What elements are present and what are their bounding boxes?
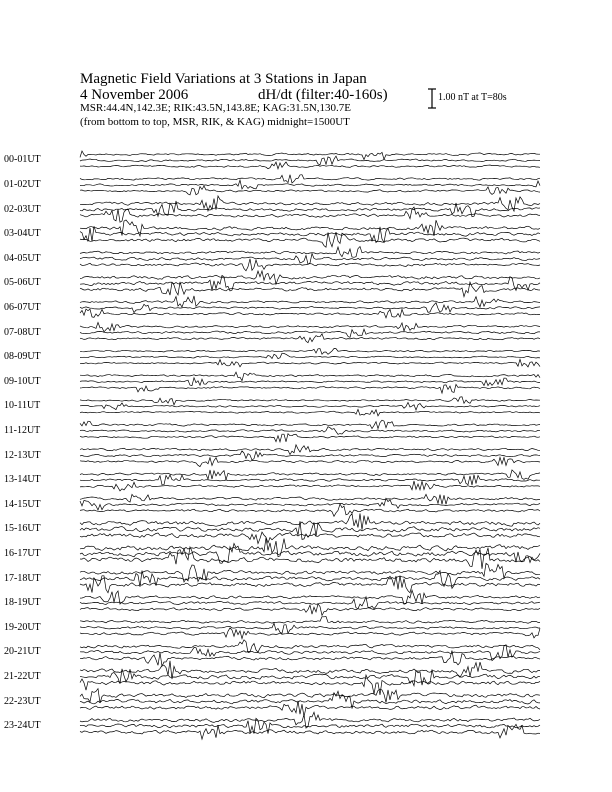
hour-label: 10-11UT	[4, 400, 41, 412]
trace-kag-row-4	[80, 247, 540, 258]
trace-kag-row-21	[80, 661, 540, 679]
trace-kag-row-20	[80, 640, 540, 653]
chart-title: Magnetic Field Variations at 3 Stations in Japan	[80, 71, 367, 87]
trace-kag-row-7	[80, 322, 540, 331]
station-order-note: (from bottom to top, MSR, RIK, & KAG) midnight=1500UT	[80, 116, 350, 128]
trace-kag-row-18	[80, 590, 540, 604]
hour-label: 02-03UT	[4, 203, 41, 215]
trace-kag-row-14	[80, 494, 540, 504]
trace-rik-row-12	[80, 451, 540, 460]
hour-label: 04-05UT	[4, 252, 41, 264]
trace-rik-row-14	[80, 498, 540, 510]
chart-component-filter: dH/dt (filter:40-160s)	[258, 87, 388, 103]
hour-label: 16-17UT	[4, 547, 41, 559]
station-coordinates: MSR:44.4N,142.3E; RIK:43.5N,143.8E; KAG:31.5N,130.7E	[80, 102, 352, 114]
trace-kag-row-6	[80, 296, 540, 307]
hour-label: 03-04UT	[4, 228, 41, 240]
hour-label: 17-18UT	[4, 572, 41, 584]
trace-kag-row-13	[80, 470, 540, 480]
hour-label: 15-16UT	[4, 523, 41, 535]
trace-msr-row-13	[80, 481, 540, 491]
hour-label: 01-02UT	[4, 178, 41, 190]
trace-rik-row-13	[80, 475, 540, 485]
hour-label: 23-24UT	[4, 720, 41, 732]
hour-label: 00-01UT	[4, 154, 41, 166]
trace-kag-row-19	[80, 617, 540, 624]
trace-kag-row-9	[80, 372, 540, 381]
trace-rik-row-7	[80, 329, 540, 337]
trace-msr-row-4	[80, 259, 540, 271]
trace-msr-row-12	[80, 457, 540, 466]
trace-kag-row-5	[80, 271, 540, 284]
trace-msr-row-17	[80, 576, 540, 593]
hour-label: 20-21UT	[4, 646, 41, 658]
trace-rik-row-6	[80, 303, 540, 313]
hour-label: 18-19UT	[4, 597, 41, 609]
trace-kag-row-15	[80, 513, 540, 529]
trace-rik-row-0	[80, 156, 540, 165]
trace-msr-row-2	[80, 207, 540, 222]
trace-rik-row-8	[80, 353, 540, 359]
trace-msr-row-0	[80, 162, 540, 169]
hour-label: 09-10UT	[4, 375, 41, 387]
trace-msr-row-8	[80, 359, 540, 367]
hour-label: 22-23UT	[4, 695, 41, 707]
trace-kag-row-8	[80, 349, 540, 355]
hour-label: 19-20UT	[4, 621, 41, 633]
hour-label: 11-12UT	[4, 424, 41, 436]
trace-kag-row-12	[80, 445, 540, 455]
trace-kag-row-16	[80, 538, 540, 557]
chart-date: 4 November 2006	[80, 87, 189, 103]
trace-msr-row-22	[80, 701, 540, 717]
trace-msr-row-16	[80, 547, 540, 569]
trace-rik-row-4	[80, 254, 540, 265]
hour-label: 21-22UT	[4, 670, 41, 682]
hour-label: 14-15UT	[4, 498, 41, 510]
trace-rik-row-11	[80, 427, 540, 435]
hour-label: 06-07UT	[4, 301, 41, 313]
trace-kag-row-10	[80, 397, 540, 405]
trace-msr-row-7	[80, 334, 540, 343]
scale-bar-label: 1.00 nT at T=80s	[438, 92, 507, 103]
trace-msr-row-6	[80, 309, 540, 318]
trace-rik-row-18	[80, 597, 540, 609]
scale-bar	[428, 89, 436, 108]
trace-msr-row-20	[80, 651, 540, 667]
trace-kag-row-11	[80, 420, 540, 428]
hour-label: 13-14UT	[4, 474, 41, 486]
trace-msr-row-1	[80, 186, 540, 195]
hour-label: 07-08UT	[4, 326, 41, 338]
trace-kag-row-0	[80, 151, 540, 160]
hour-label: 08-09UT	[4, 351, 41, 363]
trace-msr-row-14	[80, 504, 540, 516]
trace-rik-row-10	[80, 402, 540, 410]
trace-msr-row-19	[80, 628, 540, 639]
trace-rik-row-22	[80, 691, 540, 708]
trace-msr-row-23	[80, 724, 540, 739]
trace-msr-row-5	[80, 282, 540, 297]
trace-kag-row-1	[80, 175, 540, 183]
trace-msr-row-10	[80, 409, 540, 416]
trace-msr-row-9	[80, 384, 540, 393]
trace-msr-row-18	[80, 604, 540, 616]
hour-label: 12-13UT	[4, 449, 41, 461]
trace-rik-row-9	[80, 378, 540, 386]
trace-msr-row-11	[80, 434, 540, 442]
trace-rik-row-1	[80, 180, 540, 189]
trace-rik-row-19	[80, 623, 540, 633]
hour-label: 05-06UT	[4, 277, 41, 289]
